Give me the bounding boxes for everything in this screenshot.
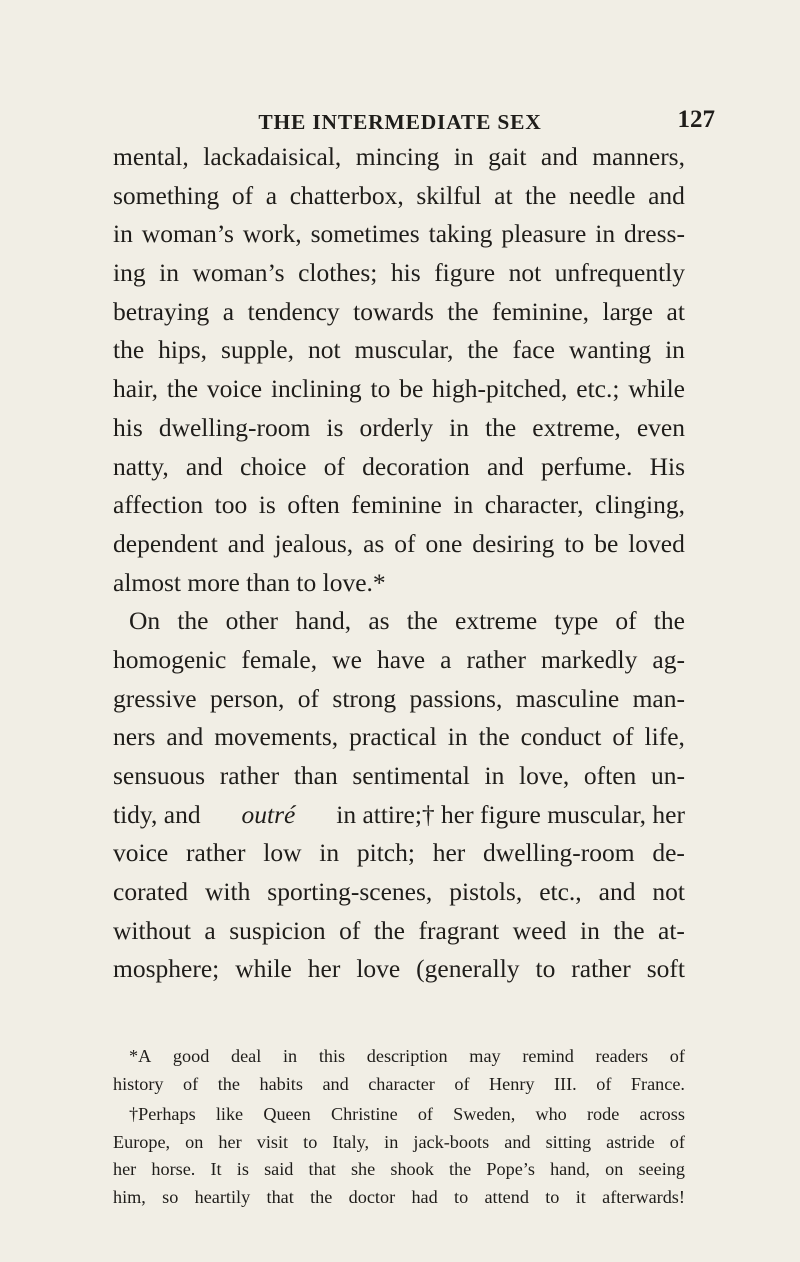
running-title: THE INTERMEDIATE SEX — [258, 110, 542, 134]
word: rather — [186, 838, 246, 868]
word: III. — [554, 1073, 577, 1094]
word: pitch; — [356, 838, 415, 868]
word: feminine, — [492, 296, 590, 326]
word: the — [613, 915, 645, 945]
word: Queen — [263, 1104, 311, 1124]
word: like — [215, 1104, 244, 1124]
word: Italy, — [332, 1131, 370, 1152]
text-line — [113, 293, 685, 332]
word: her — [307, 954, 341, 984]
word: often — [287, 490, 340, 520]
word: too — [214, 490, 248, 520]
word: doctor — [348, 1186, 396, 1207]
word: Henry — [489, 1073, 535, 1094]
word: ag- — [652, 644, 685, 674]
text-line — [113, 680, 685, 719]
word: the — [113, 335, 145, 365]
word: perfume. — [541, 451, 633, 481]
word: the — [485, 412, 517, 442]
word: manners, — [592, 142, 685, 171]
word: of — [183, 1073, 199, 1094]
word: a — [265, 180, 278, 210]
word: is — [258, 490, 276, 520]
word: in — [665, 335, 685, 365]
word: the — [217, 1073, 240, 1094]
word: in — [447, 722, 468, 752]
word: of — [323, 451, 345, 481]
word: jack-boots — [413, 1131, 490, 1152]
word: mincing — [355, 142, 440, 171]
text-line — [113, 331, 685, 370]
word: un- — [650, 761, 685, 790]
word: that — [308, 1159, 336, 1179]
word: the — [177, 606, 209, 636]
word: rather — [219, 761, 280, 790]
word: in — [282, 1046, 298, 1066]
word: deal — [230, 1046, 262, 1066]
word: the — [478, 722, 510, 752]
word: inclining — [270, 374, 362, 404]
text-line — [113, 486, 685, 525]
word: readers — [595, 1046, 649, 1066]
word: lackadaisical, — [203, 142, 342, 171]
word: said — [264, 1159, 294, 1179]
word: extreme — [455, 606, 538, 636]
word: and — [486, 451, 524, 481]
footnote-line — [113, 1129, 685, 1157]
word: and — [185, 451, 223, 481]
word: not — [307, 335, 341, 365]
word: in — [449, 412, 470, 442]
word: dwelling-room — [483, 838, 635, 868]
text-line — [113, 448, 685, 487]
word: gait — [488, 142, 527, 171]
word: hips, — [158, 335, 208, 365]
word: fragrant — [418, 915, 500, 945]
word: mental, — [113, 142, 189, 171]
word: as — [363, 528, 385, 558]
word: seeing — [638, 1159, 685, 1179]
word: while — [628, 374, 685, 404]
word: her — [432, 838, 466, 868]
text-line — [113, 641, 685, 680]
word: conduct — [520, 722, 602, 752]
line-before-italic: tidy, and — [113, 799, 201, 829]
footnote-line — [113, 1101, 685, 1129]
text-line — [113, 757, 685, 796]
word: be — [399, 374, 424, 404]
word: to — [370, 374, 391, 404]
word: His — [649, 451, 685, 481]
word: had — [411, 1186, 438, 1207]
word: dwelling-room — [158, 412, 311, 442]
word: pistols, — [449, 877, 523, 907]
word: the — [467, 335, 499, 365]
word: love — [356, 954, 401, 984]
word: high-pitched, — [432, 374, 568, 404]
word: supple, — [221, 335, 294, 365]
word: hair, — [113, 374, 158, 404]
word: even — [636, 412, 685, 442]
word: and — [166, 722, 204, 752]
word: etc., — [539, 877, 582, 907]
word: and — [504, 1131, 531, 1152]
word: work, — [242, 219, 302, 249]
word: in — [319, 838, 340, 868]
word: a — [440, 644, 452, 674]
word: at- — [658, 915, 685, 945]
word: she — [350, 1159, 376, 1179]
word: on — [185, 1131, 204, 1152]
word: of — [596, 1073, 612, 1094]
word: his — [390, 258, 421, 288]
word: a — [222, 296, 235, 326]
word: astride — [606, 1131, 655, 1152]
word: clothes; — [298, 258, 378, 288]
word: as — [368, 606, 390, 636]
word: is — [236, 1159, 249, 1179]
word: affection — [113, 490, 204, 520]
word: her — [113, 1159, 137, 1179]
word: dependent — [113, 528, 218, 558]
text-line — [113, 564, 685, 603]
word: loved — [628, 528, 685, 558]
word: it — [575, 1186, 586, 1207]
word: to — [545, 1186, 560, 1207]
word: him, — [113, 1186, 146, 1207]
word: not — [508, 258, 542, 288]
word: life, — [644, 722, 685, 752]
word: muscular, — [354, 335, 454, 365]
word: other — [225, 606, 279, 636]
word: Christine — [330, 1104, 398, 1124]
word: to — [454, 1186, 469, 1207]
word: in — [384, 1131, 399, 1152]
word: this — [318, 1046, 346, 1066]
word: attend — [484, 1186, 529, 1207]
word: and — [322, 1073, 349, 1094]
word: betraying — [113, 296, 210, 326]
word: her — [218, 1131, 242, 1152]
page-number: 127 — [677, 106, 715, 133]
word: ners — [113, 722, 156, 752]
word: good — [172, 1046, 210, 1066]
word: may — [469, 1046, 501, 1066]
text-line — [113, 525, 685, 564]
text-line — [113, 602, 685, 641]
text-line — [113, 873, 685, 912]
footnote-line — [113, 1043, 685, 1071]
word: On — [129, 606, 161, 636]
word: of — [615, 606, 637, 636]
word: history — [113, 1073, 164, 1094]
word: rode — [586, 1104, 620, 1124]
word: dress- — [624, 219, 685, 249]
word: and — [540, 142, 578, 171]
word: so — [162, 1186, 179, 1207]
word: with — [204, 877, 251, 907]
word: face — [512, 335, 555, 365]
word: orderly — [359, 412, 434, 442]
word: hand, — [295, 606, 352, 636]
word: low — [263, 838, 302, 868]
word: the — [525, 180, 557, 210]
word: rather — [466, 644, 526, 674]
text-line — [113, 912, 685, 951]
word: hand, — [550, 1159, 590, 1179]
text-line — [113, 254, 685, 293]
word: at — [666, 296, 685, 326]
word: to — [535, 954, 556, 984]
word: remind — [522, 1046, 574, 1066]
word: of — [612, 722, 634, 752]
word: etc.; — [576, 374, 620, 404]
word: in — [159, 258, 179, 288]
word: chatterbox, — [289, 180, 404, 210]
word: afterwards! — [602, 1186, 685, 1207]
word: markedly — [541, 644, 638, 674]
word: towards — [353, 296, 434, 326]
text-line — [113, 950, 685, 989]
word: of — [454, 1073, 470, 1094]
word: of — [231, 180, 254, 210]
word: of — [669, 1046, 685, 1066]
text-line — [113, 409, 685, 448]
word: gressive — [113, 683, 197, 713]
word: Europe, — [113, 1131, 171, 1152]
word: mosphere; — [113, 954, 220, 984]
text-line — [113, 215, 685, 254]
word: something — [113, 180, 220, 210]
word: strong — [332, 683, 397, 713]
word: man- — [632, 683, 685, 713]
word: be — [594, 528, 619, 558]
word: homogenic — [113, 644, 227, 674]
running-head — [0, 106, 800, 140]
paragraph-end-text: almost more than to love.* — [113, 567, 386, 597]
word: *A — [129, 1046, 152, 1066]
word: choice — [239, 451, 307, 481]
word: than — [293, 761, 338, 790]
word: across — [639, 1104, 685, 1124]
word: natty, — [113, 451, 169, 481]
word: decoration — [362, 451, 470, 481]
word: ing — [113, 258, 146, 288]
word: love, — [519, 761, 570, 790]
word: Pope’s — [486, 1159, 535, 1179]
footnote-line — [113, 1156, 685, 1184]
word: heartily — [194, 1186, 251, 1207]
word: in — [580, 915, 600, 945]
word: while — [235, 954, 292, 984]
text-line — [113, 718, 685, 757]
word: extreme, — [532, 412, 621, 442]
word: movements, — [214, 722, 339, 752]
word: voice — [113, 838, 169, 868]
word: tendency — [247, 296, 340, 326]
word: large — [602, 296, 654, 326]
word: horse. — [151, 1159, 196, 1179]
word: person, — [209, 683, 285, 713]
word: de- — [652, 838, 685, 868]
word: in — [484, 761, 505, 790]
word: woman’s — [192, 258, 285, 288]
word: shook — [390, 1159, 434, 1179]
word: at — [494, 180, 513, 210]
word: on — [605, 1159, 624, 1179]
word: jealous, — [274, 528, 354, 558]
line-after-italic: in attire;† her figure muscular, her — [336, 799, 685, 829]
word: desiring — [472, 528, 555, 558]
word: voice — [206, 374, 263, 404]
word: suspicion — [229, 915, 326, 945]
word: †Perhaps — [129, 1104, 196, 1124]
footnote-line — [113, 1184, 685, 1212]
word: that — [266, 1186, 294, 1207]
word: France. — [630, 1073, 685, 1094]
word: corated — [113, 877, 189, 907]
word: in — [113, 219, 133, 249]
word: of — [417, 1104, 433, 1124]
word: character, — [484, 490, 584, 520]
word: and — [598, 877, 636, 907]
word: sometimes — [310, 219, 420, 249]
text-line — [113, 138, 685, 177]
word: visit — [256, 1131, 289, 1152]
word: sitting — [545, 1131, 592, 1152]
word: clinging, — [595, 490, 685, 520]
word: feminine — [351, 490, 442, 520]
footnotes — [113, 1043, 685, 1211]
word: practical — [349, 722, 437, 752]
word: in — [595, 219, 616, 249]
word: a — [204, 915, 216, 945]
word: the — [310, 1186, 333, 1207]
word: sensuous — [113, 761, 206, 790]
word: of — [339, 915, 361, 945]
word: wanting — [568, 335, 652, 365]
word: weed — [512, 915, 567, 945]
word: sporting-scenes, — [267, 877, 433, 907]
word: of — [297, 683, 319, 713]
word: type — [554, 606, 599, 636]
word: of — [394, 528, 416, 558]
word: character — [368, 1073, 435, 1094]
word: is — [326, 412, 344, 442]
word: figure — [434, 258, 496, 288]
text-line-italic — [113, 796, 685, 835]
text-line — [113, 370, 685, 409]
word: taking — [428, 219, 493, 249]
word: sentimental — [352, 761, 470, 790]
word: we — [332, 644, 362, 674]
body-text — [113, 138, 685, 989]
word: his — [113, 412, 143, 442]
word: often — [583, 761, 637, 790]
word: in — [453, 142, 474, 171]
word: soft — [646, 954, 685, 984]
word: the — [166, 374, 199, 404]
word: have — [376, 644, 426, 674]
word: in — [453, 490, 474, 520]
word: woman’s — [141, 219, 234, 249]
word: who — [535, 1104, 567, 1124]
word: the — [449, 1159, 472, 1179]
word: the — [447, 296, 479, 326]
word: Sweden, — [453, 1104, 516, 1124]
word: pleasure — [501, 219, 587, 249]
word: not — [652, 877, 685, 907]
word: It — [210, 1159, 222, 1179]
italic-word: outré — [241, 799, 296, 829]
word: rather — [571, 954, 631, 984]
word: (generally — [416, 954, 520, 984]
word: and — [648, 180, 685, 210]
word: the — [653, 606, 685, 636]
word: one — [425, 528, 463, 558]
word: to — [303, 1131, 318, 1152]
footnote-line — [113, 1071, 685, 1099]
word: without — [113, 915, 191, 945]
word: description — [366, 1046, 448, 1066]
word: skilful — [416, 180, 482, 210]
word: masculine — [515, 683, 620, 713]
word: habits — [259, 1073, 303, 1094]
word: needle — [568, 180, 636, 210]
word: the — [406, 606, 438, 636]
word: female, — [241, 644, 318, 674]
text-line — [113, 177, 685, 216]
word: and — [227, 528, 265, 558]
word: unfrequently — [554, 258, 685, 288]
word: to — [564, 528, 585, 558]
word: of — [669, 1131, 685, 1152]
text-line — [113, 834, 685, 873]
word: passions, — [409, 683, 503, 713]
word: the — [373, 915, 405, 945]
